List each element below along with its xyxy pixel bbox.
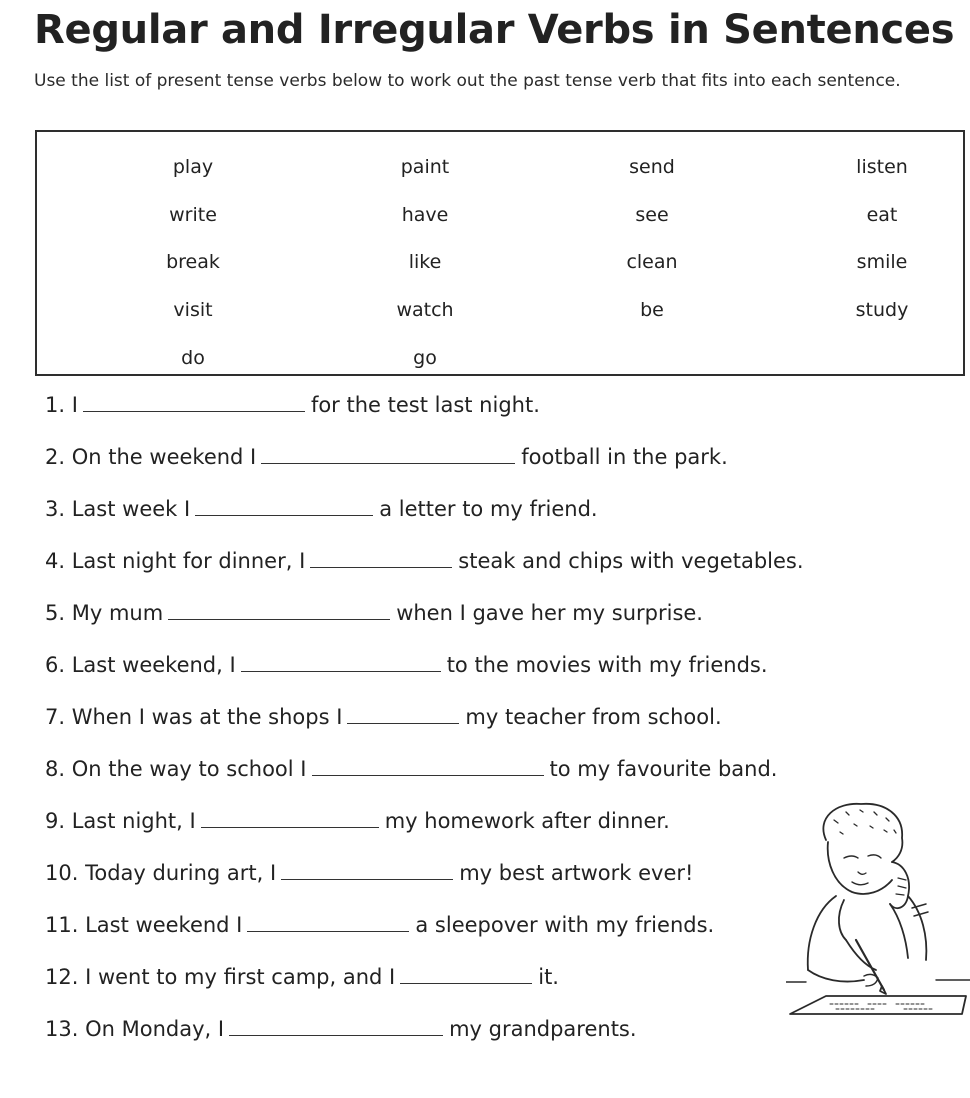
answer-blank[interactable] <box>201 807 379 828</box>
sentence-number: 13. <box>45 1017 79 1041</box>
sentence-start: Last week I <box>71 497 191 521</box>
sentence-number: 3. <box>45 497 66 521</box>
answer-blank[interactable] <box>168 599 390 620</box>
sentence-end: it. <box>538 965 559 989</box>
answer-blank[interactable] <box>347 703 459 724</box>
sentence-number: 4. <box>45 549 66 573</box>
verb-item: play <box>172 156 214 178</box>
sentence-11 <box>45 910 714 940</box>
sentence-start: I <box>71 393 78 417</box>
sentence-end: to my favourite band. <box>549 757 778 781</box>
answer-blank[interactable] <box>83 391 305 412</box>
sentence-end: when I gave her my surprise. <box>396 601 703 625</box>
verb-item: do <box>181 347 205 369</box>
answer-blank[interactable] <box>261 443 515 464</box>
verb-item: listen <box>856 156 908 178</box>
answer-blank[interactable] <box>310 547 452 568</box>
verb-list-box <box>35 130 965 376</box>
sentence-2 <box>45 442 728 472</box>
sentence-start: On Monday, I <box>85 1017 225 1041</box>
sentence-start: Last night for dinner, I <box>71 549 306 573</box>
sentence-end: my best artwork ever! <box>459 861 694 885</box>
instructions: Use the list of present tense verbs below to work out the past tense verb that fits into each sentence. <box>34 71 901 91</box>
sentence-6 <box>45 650 768 680</box>
sentence-end: for the test last night. <box>310 393 540 417</box>
verb-item: watch <box>396 299 454 321</box>
sentence-start: On the way to school I <box>71 757 307 781</box>
sentence-number: 11. <box>45 913 79 937</box>
sentence-number: 9. <box>45 809 66 833</box>
verb-item: see <box>635 204 669 226</box>
sentence-number: 12. <box>45 965 79 989</box>
sentence-end: to the movies with my friends. <box>446 653 768 677</box>
sentence-end: my teacher from school. <box>465 705 722 729</box>
sentence-8 <box>45 754 777 784</box>
sentence-end: steak and chips with vegetables. <box>458 549 804 573</box>
answer-blank[interactable] <box>312 755 544 776</box>
sentence-end: a letter to my friend. <box>379 497 598 521</box>
sentence-end: my grandparents. <box>449 1017 637 1041</box>
verb-item: have <box>401 204 449 226</box>
sentence-12 <box>45 962 559 992</box>
sentence-start: Last weekend I <box>85 913 243 937</box>
verb-item: smile <box>856 251 908 273</box>
answer-blank[interactable] <box>247 911 409 932</box>
sentence-number: 7. <box>45 705 66 729</box>
sentence-end: football in the park. <box>521 445 728 469</box>
sentence-7 <box>45 702 722 732</box>
answer-blank[interactable] <box>241 651 441 672</box>
sentence-number: 5. <box>45 601 66 625</box>
verb-item: paint <box>400 156 450 178</box>
answer-blank[interactable] <box>281 859 453 880</box>
sentence-9 <box>45 806 670 836</box>
verb-item: study <box>855 299 909 321</box>
sentence-number: 8. <box>45 757 66 781</box>
sentence-start: On the weekend I <box>71 445 257 469</box>
verb-item: be <box>640 299 664 321</box>
sentence-10 <box>45 858 693 888</box>
verb-item: write <box>169 204 217 226</box>
sentence-start: Last weekend, I <box>71 653 236 677</box>
sentence-number: 2. <box>45 445 66 469</box>
verb-item: visit <box>173 299 213 321</box>
sentence-start: Last night, I <box>71 809 196 833</box>
answer-blank[interactable] <box>195 495 373 516</box>
verb-item: eat <box>866 204 898 226</box>
sentence-start: I went to my first camp, and I <box>85 965 396 989</box>
sentence-13 <box>45 1014 637 1044</box>
sentence-1 <box>45 390 540 420</box>
sentence-start: Today during art, I <box>85 861 277 885</box>
child-studying-icon <box>786 800 970 1040</box>
sentence-start: When I was at the shops I <box>71 705 343 729</box>
sentence-end: a sleepover with my friends. <box>415 913 715 937</box>
sentence-4 <box>45 546 804 576</box>
sentence-number: 1. <box>45 393 66 417</box>
verb-item: like <box>408 251 442 273</box>
verb-item: go <box>413 347 437 369</box>
verb-item: clean <box>626 251 678 273</box>
sentence-number: 10. <box>45 861 79 885</box>
answer-blank[interactable] <box>229 1015 443 1036</box>
verb-item: break <box>166 251 220 273</box>
sentence-3 <box>45 494 598 524</box>
sentence-start: My mum <box>71 601 164 625</box>
answer-blank[interactable] <box>400 963 532 984</box>
sentence-number: 6. <box>45 653 66 677</box>
page-title: Regular and Irregular Verbs in Sentences <box>34 7 955 53</box>
sentence-end: my homework after dinner. <box>384 809 670 833</box>
sentence-5 <box>45 598 703 628</box>
verb-item: send <box>629 156 675 178</box>
